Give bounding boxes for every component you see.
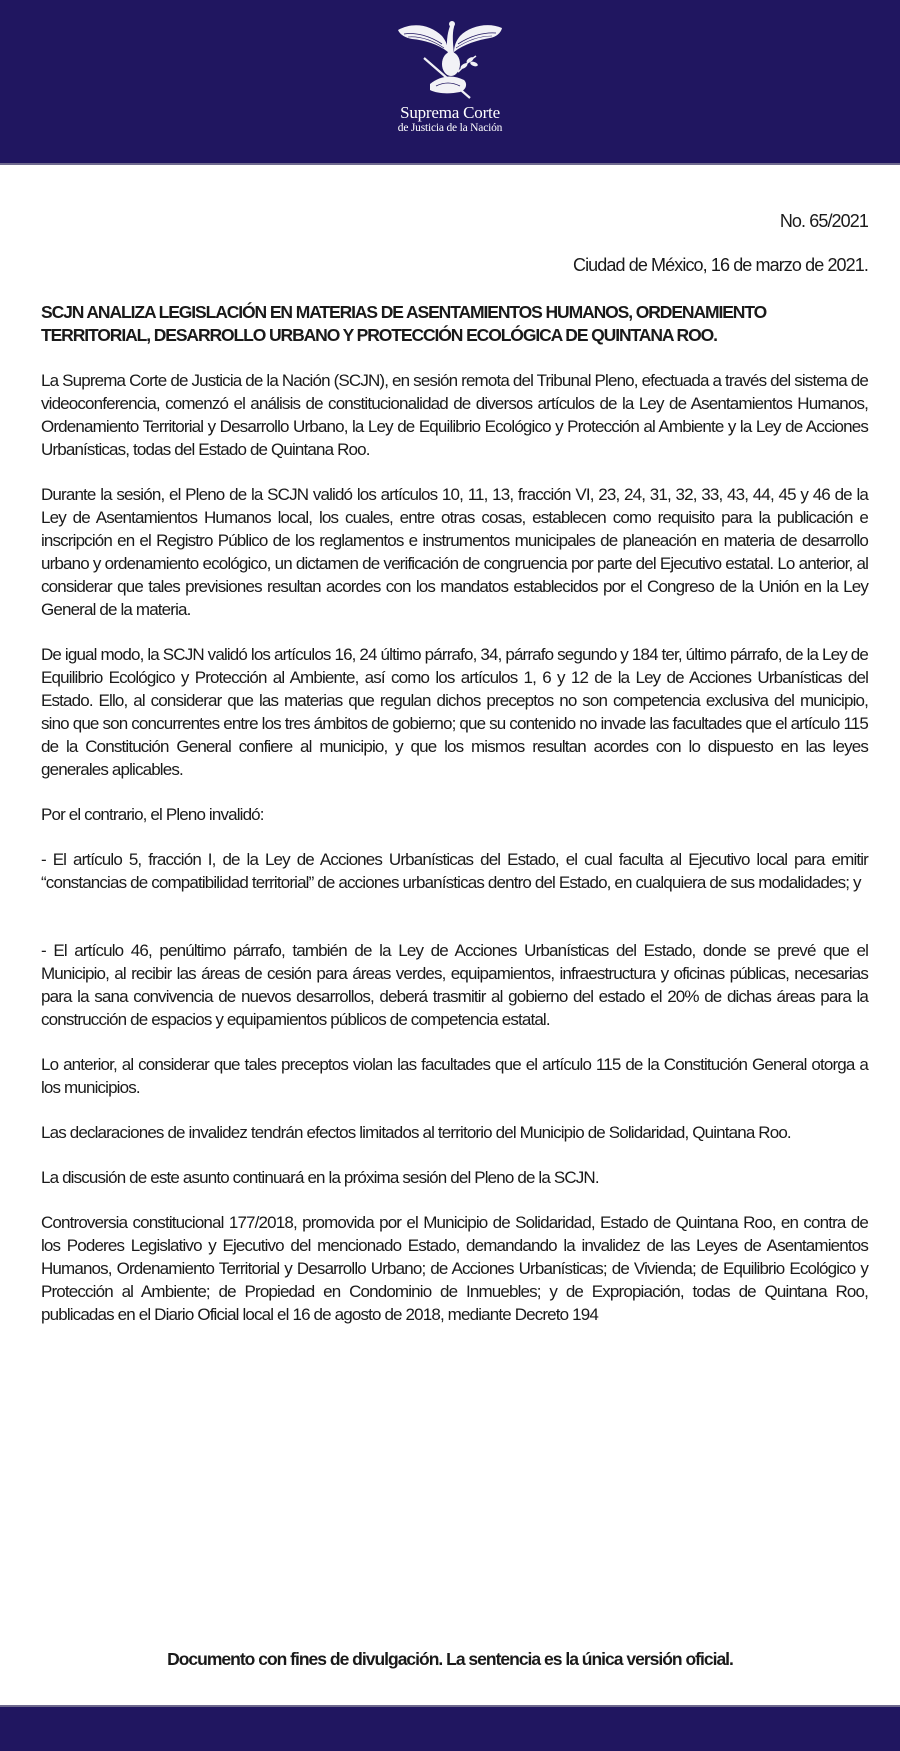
- logo-subtitle: de Justicia de la Nación: [397, 122, 503, 134]
- paragraph-effects: Las declaraciones de invalidez tendrán efectos limitados al territorio del Municipio de Solidaridad, Quintana Roo.: [41, 1123, 791, 1142]
- press-release-body: [41, 210, 868, 1326]
- paragraph-case-reference: Controversia constitucional 177/2018, promovida por el Municipio de Solidaridad, Estado de Quintana Roo, en contra de los Poderes Legislativo y Ejecutivo del mencionado Estado, demandando la invalidez de las Leyes de Asentamientos Humanos, Ordenamiento Territorial y Desarrollo Urbano; de Acciones Urbanísticas; de Vivienda; de Equilibrio Ecológico y Protección al Ambiente; de Propiedad en Condominio de Inmuebles; y de Expropiación, todas de Quintana Roo, publicadas en el Diario Oficial local el 16 de agosto de 2018, mediante Decreto 194: [41, 1213, 868, 1324]
- list-item-invalidated-article-46: - El artículo 46, penúltimo párrafo, también de la Ley de Acciones Urbanísticas del Estado, donde se prevé que el Municipio, al recibir las áreas de cesión para áreas verdes, equipamientos, infraestructura y oficinas públicas, necesarias para la sana convivencia de nuevos desarrollos, deberá trasmitir al gobierno del estado el 20% de dichas áreas para la construcción de espacios y equipamientos públicos de competencia estatal.: [41, 941, 868, 1029]
- paragraph-validated-asentamientos: Durante la sesión, el Pleno de la SCJN validó los artículos 10, 11, 13, fracción VI, 23, 24, 31, 32, 33, 43, 44, 45 y 46 de la Ley de Asentamientos Humanos local, los cuales, entre otras cosas, establecen como requisito para la publicación e inscripción en el Registro Público de los reglamentos e instrumentos municipales de planeación en materia de desarrollo urbano y ordenamiento ecológico, un dictamen de verificación de congruencia por parte del Ejecutivo estatal. Lo anterior, al considerar que tales previsiones resultan acordes con los mandatos establecidos por el Congreso de la Unión en la Ley General de la materia.: [41, 485, 868, 619]
- eagle-emblem-icon: [390, 14, 510, 102]
- paragraph-reasoning: Lo anterior, al considerar que tales preceptos violan las facultades que el artículo 115 de la Constitución General otorga a los municipios.: [41, 1055, 868, 1097]
- paragraph-validated-equilibrio: De igual modo, la SCJN validó los artículos 16, 24 último párrafo, 34, párrafo segundo y 184 ter, último párrafo, de la Ley de Equilibrio Ecológico y Protección al Ambiente, así como los artículos 1, 6 y 12 de la Ley de Acciones Urbanísticas del Estado. Ello, al considerar que las materias que regulan dichos preceptos no son competencia exclusiva del municipio, sino que son concurrentes entre los tres ámbitos de gobierno; que su contenido no invade las facultades que el artículo 115 de la Constitución General confiere al municipio, y que los mismos resultan acordes con lo dispuesto en las leyes generales aplicables.: [41, 645, 868, 779]
- press-release-headline: SCJN ANALIZA LEGISLACIÓN EN MATERIAS DE ASENTAMIENTOS HUMANOS, ORDENAMIENTO TERRITORIAL, DESARROLLO URBANO Y PROTECCIÓN ECOLÓGICA DE QUINTANA ROO.: [41, 302, 767, 345]
- paragraph-intro: La Suprema Corte de Justicia de la Nación (SCJN), en sesión remota del Tribunal Pleno, efectuada a través del sistema de videoconferencia, comenzó el análisis de constitucionalidad de diversos artículos de la Ley de Asentamientos Humanos, Ordenamiento Territorial y Desarrollo Urbano, la Ley de Equilibrio Ecológico y Protección al Ambiente y la Ley de Acciones Urbanísticas, todas del Estado de Quintana Roo.: [41, 371, 868, 459]
- footer-band: [0, 1705, 900, 1751]
- logo-title: Suprema Corte: [400, 103, 500, 122]
- list-item-invalidated-article-5: - El artículo 5, fracción I, de la Ley de Acciones Urbanísticas del Estado, el cual faculta al Ejecutivo local para emitir “constancias de compatibilidad territorial” de acciones urbanísticas dentro del Estado, en cualquiera de sus modalidades; y: [41, 850, 868, 892]
- disclaimer: Documento con fines de divulgación. La sentencia es la única versión oficial.: [167, 1649, 733, 1669]
- press-release-number: No. 65/2021: [779, 211, 868, 231]
- press-release-date: Ciudad de México, 16 de marzo de 2021.: [572, 255, 868, 275]
- scjn-logo: [0, 14, 900, 135]
- paragraph-continuation: La discusión de este asunto continuará en la próxima sesión del Pleno de la SCJN.: [41, 1168, 599, 1187]
- header-band: [0, 0, 900, 165]
- paragraph-invalidated-intro: Por el contrario, el Pleno invalidó:: [41, 805, 264, 824]
